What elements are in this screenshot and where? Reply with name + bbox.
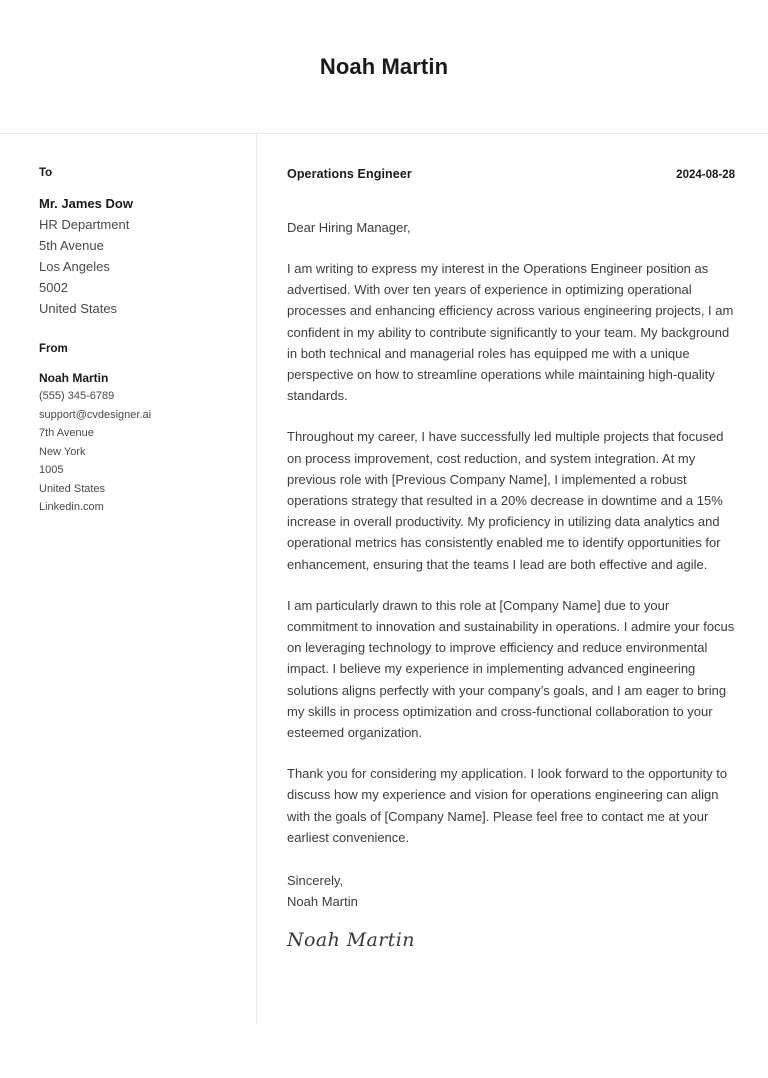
sender-block <box>39 343 232 517</box>
letter-paragraph: Thank you for considering my application. I look forward to the opportunity to discuss how my experience and vision for operations engineering can align with the goals of [Company Name]. Please feel free to contact me at your earliest convenience. <box>287 766 728 845</box>
salutation: Dear Hiring Manager, <box>287 220 411 235</box>
recipient-line: HR Department <box>39 216 130 232</box>
recipient-label: To <box>39 167 53 179</box>
recipient-line: United States <box>39 300 118 316</box>
address-sidebar <box>0 134 257 1025</box>
recipient-line: Los Angeles <box>39 258 110 274</box>
recipient-line: 5002 <box>39 279 68 295</box>
sender-name: Noah Martin <box>39 370 109 385</box>
document-body <box>0 134 768 1025</box>
sender-label: From <box>39 342 68 355</box>
sender-line: New York <box>39 445 86 458</box>
document-header <box>0 0 768 134</box>
letter-header-row <box>287 167 735 181</box>
recipient-block <box>39 167 232 319</box>
sender-phone: (555) 345-6789 <box>39 390 115 403</box>
sender-line: 7th Avenue <box>39 427 94 440</box>
recipient-name: Mr. James Dow <box>39 195 133 211</box>
sender-line: 1005 <box>39 464 64 477</box>
closing-salutation: Sincerely, <box>287 873 344 889</box>
recipient-line: 5th Avenue <box>39 237 104 253</box>
closing-name: Noah Martin <box>287 894 358 910</box>
page-title: Noah Martin <box>319 53 449 79</box>
letter-date: 2024-08-28 <box>676 169 735 181</box>
signature: Noah Martin <box>287 929 415 952</box>
sender-email: support@cvdesigner.ai <box>39 408 152 421</box>
letter-paragraph: I am particularly drawn to this role at [Company Name] due to your commitment to innovation and sustainability in operations. I admire your focus on leveraging technology to improve efficiency and reduce environmental impact. I believe my experience in implementing advanced engineering solutions aligns perfectly with your company’s goals, and I am eager to bring my skills in process optimization and cross-functional collaboration to your esteemed organization. <box>287 597 735 741</box>
closing-block <box>287 870 735 912</box>
job-title: Operations Engineer <box>287 167 412 181</box>
sender-line: United States <box>39 482 106 495</box>
sender-website: Linkedin.com <box>39 501 104 514</box>
letter-paragraph: I am writing to express my interest in the Operations Engineer position as advertised. With over ten years of experience in optimizing operational processes and enhancing efficiency across various engineering projects, I am confident in my ability to contribute significantly to your team. My background in both technical and managerial roles has equipped me with a unique perspective on how to streamline operations while maintaining high-quality standards. <box>287 261 734 404</box>
letter-content <box>257 134 768 1025</box>
letter-paragraph: Throughout my career, I have successfully led multiple projects that focused on process improvement, cost reduction, and system integration. At my previous role with [Previous Company Name], I implemented a robust operations strategy that resulted in a 20% decrease in downtime and a 15% increase in overall productivity. My proficiency in utilizing data analytics and operational metrics has consistently enabled me to identify opportunities for enhancement, ensuring that the teams I lead are both effective and agile. <box>287 429 724 572</box>
